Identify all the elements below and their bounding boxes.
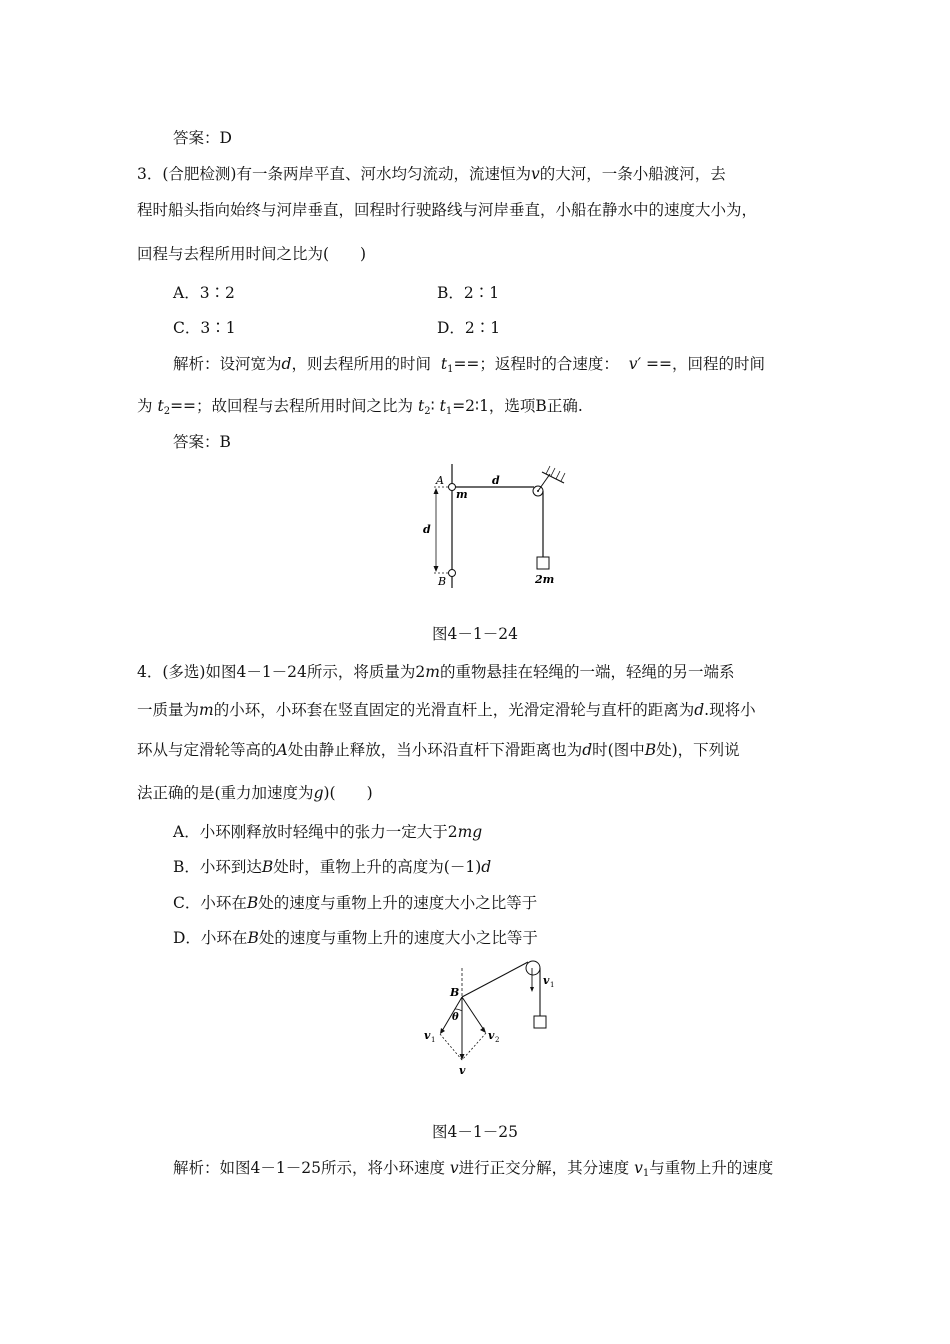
analysis3-line1: 解析：设河宽为d，则去程所用的时间 $t_1==$；返程时的合速度： v′ ==，回程的时间 xyxy=(173,355,765,375)
q4-option-b: B．小环到达B处时，重物上升的高度为(－1)d xyxy=(173,858,492,876)
analysis4-line1: 解析：如图4－1－25所示，将小环速度 v进行正交分解，其分速度 $v_1$与重物上升的速度 xyxy=(173,1159,774,1179)
q4-line3: 环从与定滑轮等高的A处由静止释放，当小环沿直杆下滑距离也为d时(图中B处)，下列说 xyxy=(137,741,740,759)
figure-4-1-25 xyxy=(420,956,560,1088)
q4-line2: 一质量为m的小环，小环套在竖直固定的光滑直杆上，光滑定滑轮与直杆的距离为d.现将小 xyxy=(137,701,756,719)
figure-4-1-24 xyxy=(418,462,568,590)
fig2-label-b: B xyxy=(450,986,460,999)
q4-option-d: D．小环在B处的速度与重物上升的速度大小之比等于 xyxy=(173,929,538,947)
fig1-label-a: A xyxy=(436,474,444,487)
q3-option-b: B．2∶1 xyxy=(437,284,500,302)
q4-option-c: C．小环在B处的速度与重物上升的速度大小之比等于 xyxy=(173,894,538,912)
fig2-label-v2: v xyxy=(488,1029,495,1042)
q3-option-a: A．3∶2 xyxy=(173,284,235,302)
fig2-label-theta: θ xyxy=(452,1012,459,1023)
q3-line1: 3．(合肥检测)有一条两岸平直、河水均匀流动，流速恒为v的大河，一条小船渡河，去 xyxy=(137,165,726,183)
fig2-label-v1-left: v xyxy=(424,1029,431,1042)
q3-option-d: D．2∶1 xyxy=(437,319,501,337)
q4-line4: 法正确的是(重力加速度为g)( ) xyxy=(137,784,373,802)
fig1-label-d-top: d xyxy=(492,474,500,487)
figure-caption-4-1-25: 图4－1－25 xyxy=(432,1123,518,1141)
q3-line2: 程时船头指向始终与河岸垂直，回程时行驶路线与河岸垂直，小船在静水中的速度大小为， xyxy=(137,201,758,219)
q4-option-a: A．小环刚释放时轻绳中的张力一定大于2mg xyxy=(173,823,483,841)
fig2-label-v: v xyxy=(459,1064,466,1077)
fig1-label-d-side: d xyxy=(423,523,431,536)
fig2-label-v1-right-sub: 1 xyxy=(550,981,555,989)
q3-option-c: C．3∶1 xyxy=(173,319,236,337)
fig1-label-b: B xyxy=(438,575,447,588)
figure-caption-4-1-24: 图4－1－24 xyxy=(432,625,518,643)
fig1-label-m: m xyxy=(456,488,468,501)
fig1-label-2m: 2m xyxy=(535,573,555,586)
fig2-label-v1-right: v xyxy=(543,974,550,987)
answer-d: 答案：D xyxy=(173,129,232,147)
q4-line1: 4．(多选)如图4－1－24所示，将质量为2m的重物悬挂在轻绳的一端，轻绳的另一端系 xyxy=(137,663,735,681)
q3-line3: 回程与去程所用时间之比为( ) xyxy=(137,245,367,263)
fig2-label-v2-sub: 2 xyxy=(495,1036,500,1044)
fig2-label-v1-left-sub: 1 xyxy=(431,1036,436,1044)
analysis3-line2: 为 $t_2==$；故回程与去程所用时间之比为 $t_2∶$ $t_1=2∶1$，选项B正确. xyxy=(137,397,583,417)
answer-b: 答案：B xyxy=(173,433,231,451)
